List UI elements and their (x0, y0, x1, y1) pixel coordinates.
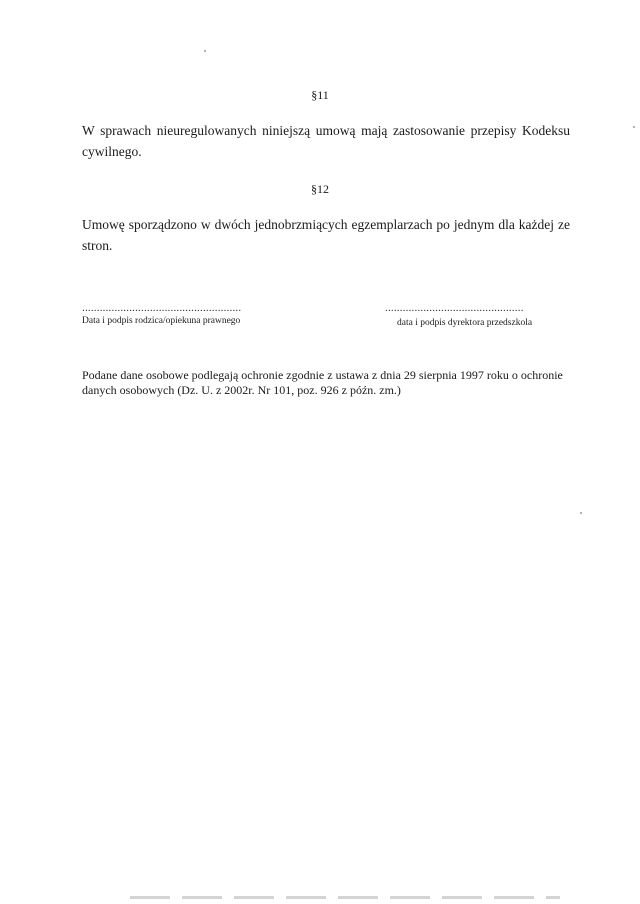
scan-speck (204, 50, 206, 52)
section-12-heading: §12 (311, 182, 329, 196)
section-11-text: W sprawach nieuregulowanych niniejszą umową mają zastosowanie przepisy Kodeksu cywilnego. (82, 123, 570, 159)
director-signature-label: data i podpis dyrektora przedszkola (397, 318, 533, 328)
data-protection-notice: Podane dane osobowe podlegają ochronie zgodnie z ustawa z dnia 29 sierpnia 1997 roku o ochronie danych osobowych (Dz. U. z 2002r. Nr 101, poz. 926 z późn. zm.) (82, 368, 563, 397)
director-signature-line: ............................................... (385, 302, 524, 314)
parent-signature-line: ...................................................... (82, 302, 242, 314)
scan-speck (580, 512, 582, 514)
parent-signature-label: Data i podpis rodzica/opiekuna prawnego (82, 316, 241, 326)
scan-speck (633, 126, 635, 128)
section-11-heading: §11 (311, 88, 329, 102)
section-12-text: Umowę sporządzono w dwóch jednobrzmiących egzemplarzach po jednym dla każdej ze stron. (82, 217, 570, 253)
scan-edge-artifact (130, 896, 560, 899)
